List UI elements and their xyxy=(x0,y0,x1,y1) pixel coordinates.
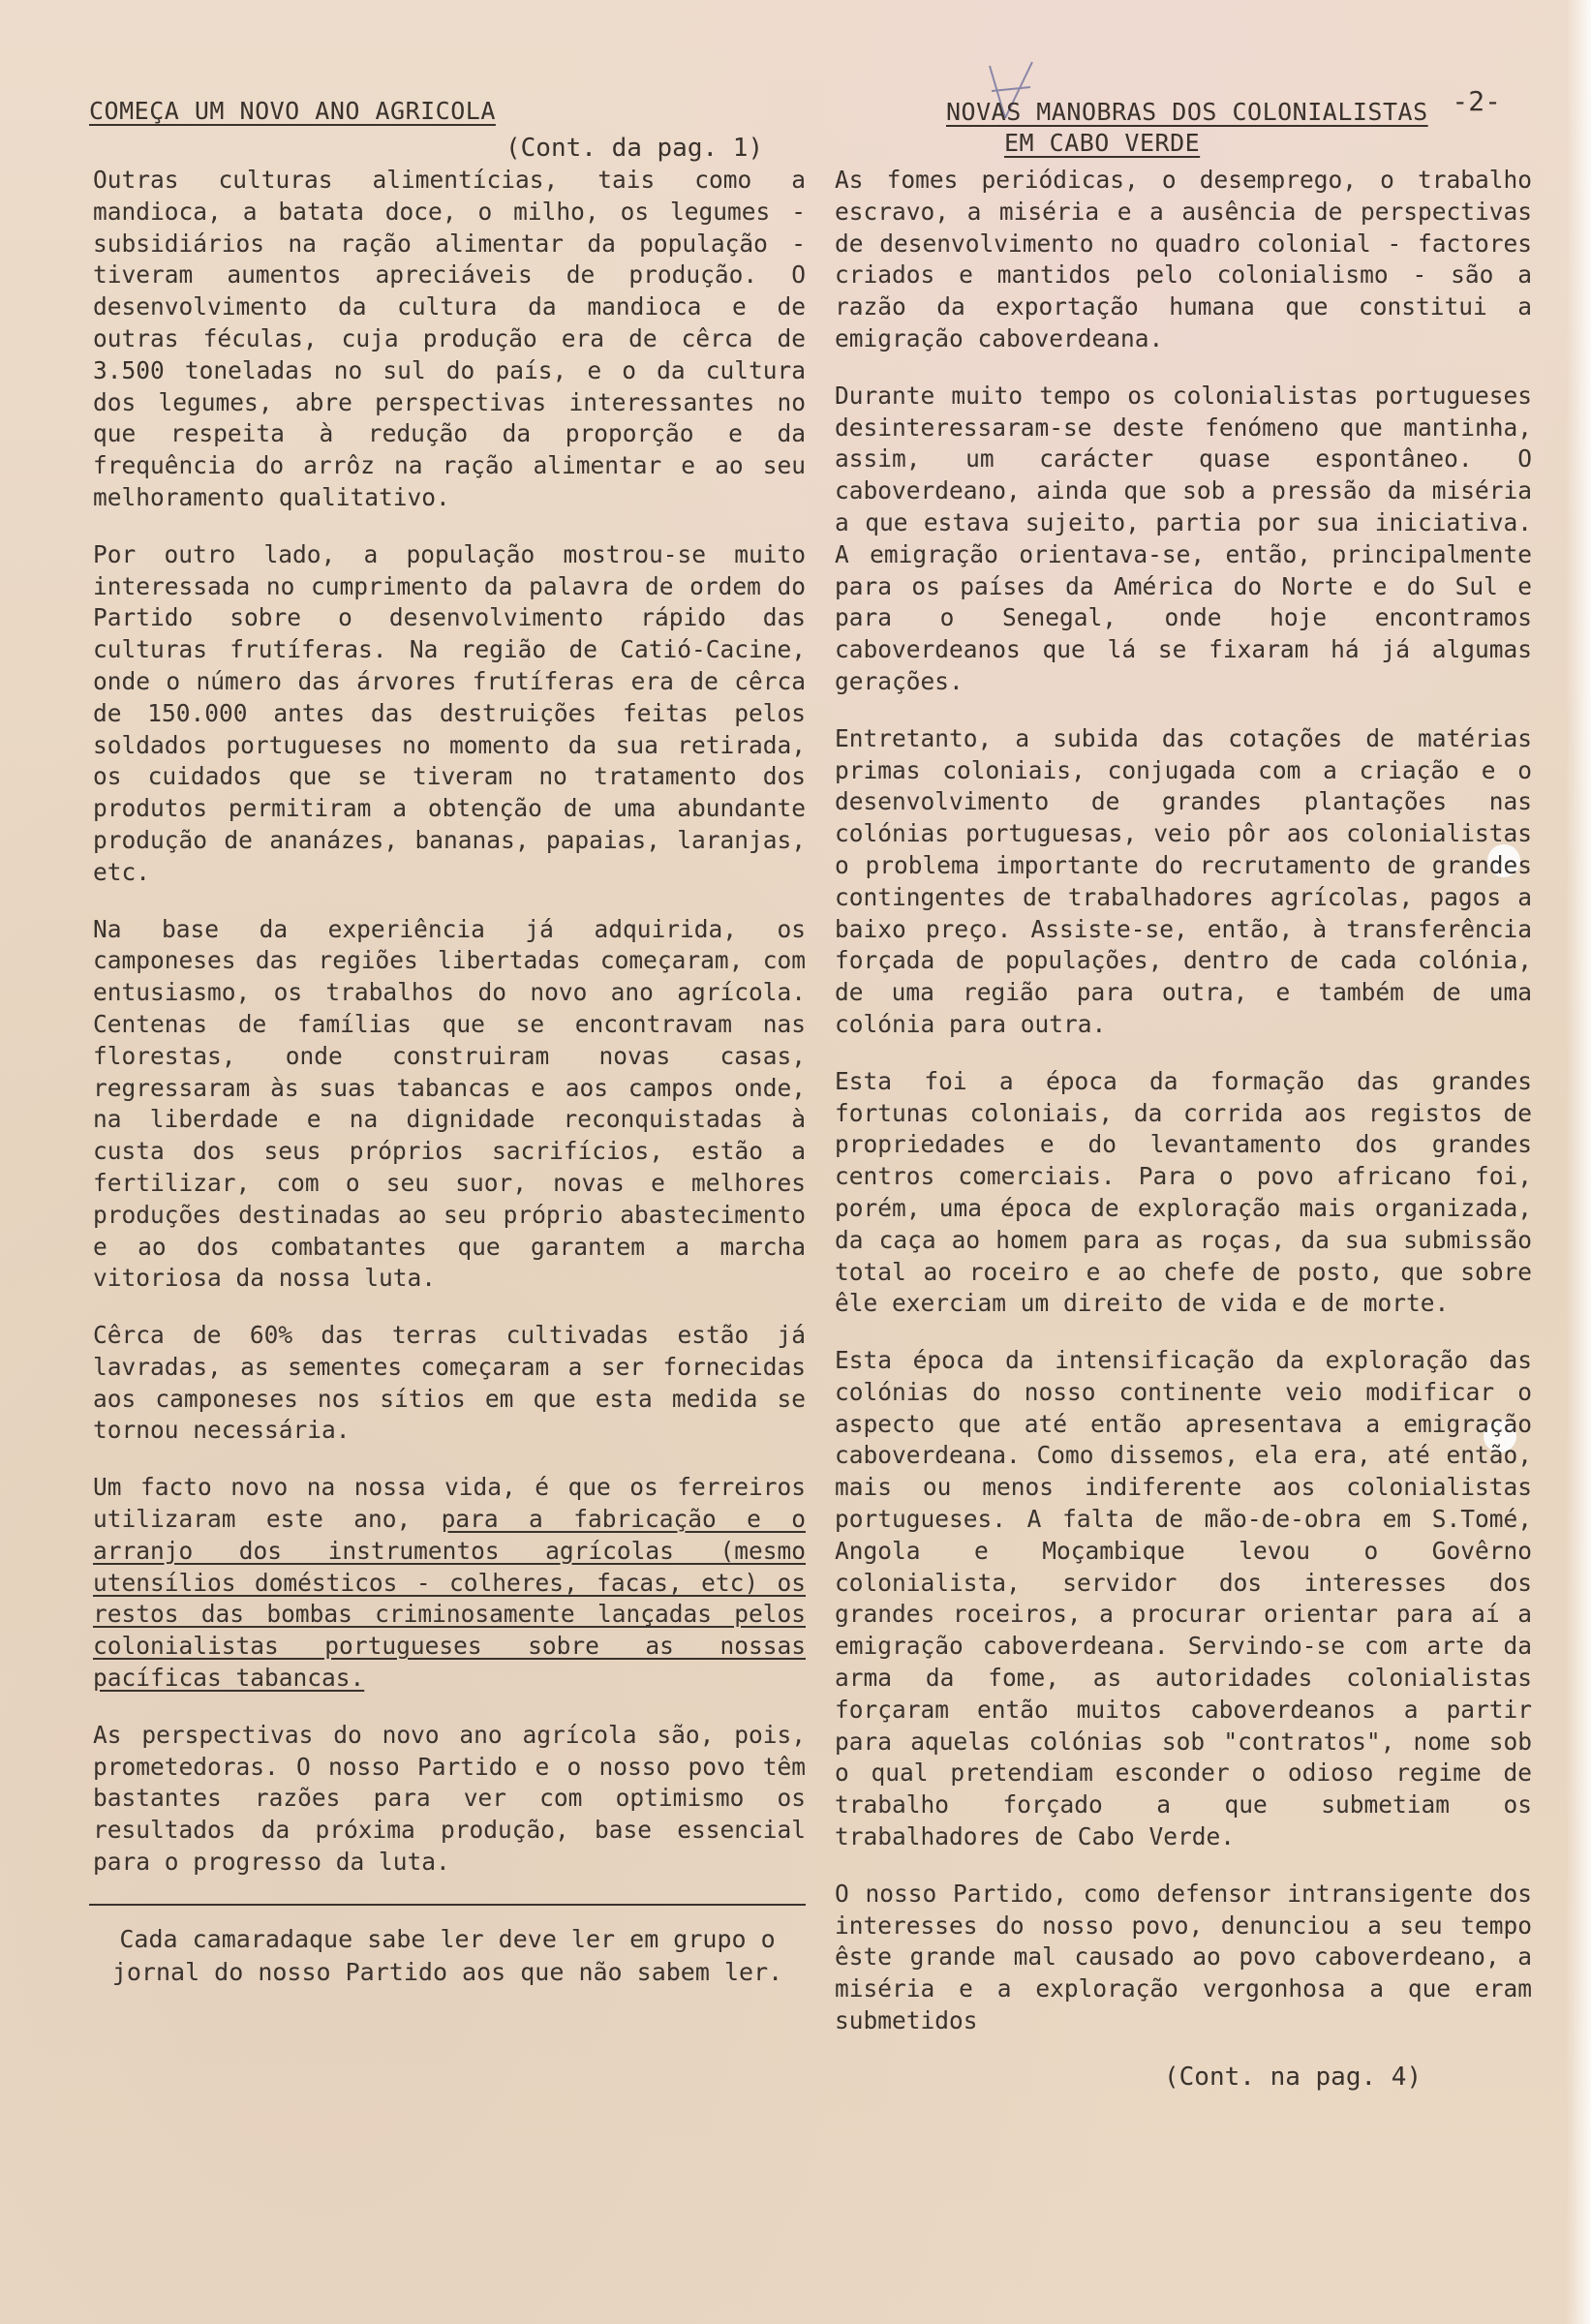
left-paragraph-2: Por outro lado, a população mostrou-se muito interessada no cumprimento da palavra de ordem do Partido sobre o desenvolvimento rápido das culturas frutíferas. Na região de Catió-Cacine, onde o número das árvores frutíferas era de cêrca de 150.000 antes das destruições feitas pelos soldados portugueses no momento da sua retirada, os cuidados que se tiveram no tratamento dos produtos permitiram a obtenção de uma abundante produção de ananázes, bananas, papaias, laranjas, etc. xyxy=(93,539,806,886)
left-article-header xyxy=(89,97,806,165)
right-paragraph-1: As fomes periódicas, o desemprego, o trabalho escravo, a miséria e a ausência de perspectivas de desenvolvimento no quadro colonial - factores criados e mantidos pelo colonialismo - são a razão da exportação humana que constitui a emigração caboverdeana. xyxy=(835,166,1532,352)
left-paragraph-5-highlight: para a fabricação e o arranjo dos instrumentos agrícolas (mesmo utensílios domésticos - colheres, facas, etc) os restos das bombas criminosamente lançadas pelos colonialistas portugueses sobre as nossas pacíficas tabancas. xyxy=(93,1505,806,1693)
right-article-title-line-1: NOVAS MANOBRAS DOS COLONIALISTAS xyxy=(946,98,1428,126)
left-paragraph-1: Outras culturas alimentícias, tais como a mandioca, a batata doce, o milho, os legumes - subsidiários na ração alimentar da população - tiveram aumentos apreciáveis de produção. O desenvolvimento da cultura da mandioca e de outras féculas, cuja produção era de cêrca de 3.500 toneladas no sul do país, e o da cultura dos legumes, abre perspectivas interessantes no que respeita à redução da proporção e da frequência do arrôz na ração alimentar e ao seu melhoramento qualitativo. xyxy=(93,166,806,511)
left-article xyxy=(89,97,806,1989)
continued-to-label: (Cont. na pag. 4) xyxy=(1164,2062,1423,2092)
left-paragraph-4: Cêrca de 60% das terras cultivadas estão já lavradas, as sementes começaram a ser fornecidas aos camponeses nos sítios em que esta medida se tornou necessária. xyxy=(93,1321,806,1445)
reading-call-note: Cada camaradaque sabe ler deve ler em grupo o jornal do nosso Partido aos que não sabem ler. xyxy=(111,1924,783,1986)
left-paragraph-5 xyxy=(89,1472,806,1695)
right-paragraph-3: Entretanto, a subida das cotações de matérias primas coloniais, conjugada com a criação e o desenvolvimento de grandes plantações nas colónias portuguesas, veio pôr aos colonialistas o problema importante do recrutamento de grandes contingentes de trabalhadores agrícolas, pagos a baixo preço. Assiste-se, então, à transferência forçada de populações, dentro de cada colónia, de uma região para outra, e também de uma colónia para outra. xyxy=(835,723,1532,1038)
left-paragraph-6: As perspectivas do novo ano agrícola são, pois, prometedoras. O nosso Partido e o nosso povo têm bastantes razões para ver com optimismo os resultados da próxima produção, base essencial para o progresso da luta. xyxy=(93,1720,806,1877)
right-paragraph-6: O nosso Partido, como defensor intransigente dos interesses do nosso povo, denunciou a seu tempo êste grande mal causado ao povo caboverdeano, a miséria e a exploração vergonhosa a que eram submetidos xyxy=(835,1879,1532,2035)
left-article-title: COMEÇA UM NOVO ANO AGRICOLA xyxy=(89,97,496,125)
right-article-header xyxy=(835,97,1532,165)
left-paragraph-3: Na base da experiência já adquirida, os camponeses das regiões libertadas começaram, com entusiasmo, os trabalhos do novo ano agrícola. Centenas de famílias que se encontravam nas florestas, onde construiram novas casas, regressaram às suas tabancas e aos campos onde, na liberdade e na dignidade reconquistadas à custa dos seus próprios sacrifícios, estão a fertilizar, com o seu suor, novas e melhores produções destinadas ao seu próprio abastecimento e ao dos combatantes que garantem a marcha vitoriosa da nossa luta. xyxy=(93,914,806,1293)
right-article-title-line-2: EM CABO VERDE xyxy=(1004,129,1201,157)
right-article xyxy=(835,85,1532,2092)
page-number: -2- xyxy=(1452,85,1501,117)
right-paragraph-5: Esta época da intensificação da exploração das colónias do nosso continente veio modificar o aspecto que até então apresentava a emigração caboverdeana. Como dissemos, ela era, até então, mais ou menos indiferente aos colonialistas portugueses. A falta de mão-de-obra em S.Tomé, Angola e Moçambique levou o Govêrno colonialista, servidor dos interesses dos grandes roceiros, a procurar orientar para aí a emigração caboverdeana. Servindo-se com arte da arma da fome, as autoridades colonialistas forçaram então muitos caboverdeanos a partir para aquelas colónias sob "contratos", nome sob o qual pretendiam esconder o odioso regime de trabalho forçado a que submetiam os trabalhadores de Cabo Verde. xyxy=(835,1346,1532,1851)
right-paragraph-2: Durante muito tempo os colonialistas portugueses desinteressaram-se deste fenómeno que mantinha, assim, um carácter quase espontâneo. O caboverdeano, ainda que sob a pressão da miséria a que estava sujeito, partia por sua iniciativa. A emigração orientava-se, então, principalmente para os países da América do Norte e do Sul e para o Senegal, onde hoje encontramos caboverdeanos que lá se fixaram há já algumas gerações. xyxy=(835,381,1532,695)
left-paragraph-5-intro: Um facto novo na nossa vida, é que os ferreiros utilizaram este ano, xyxy=(93,1473,806,1534)
right-paragraph-4: Esta foi a época da formação das grandes fortunas coloniais, da corrida aos registos de propriedades e do levantamento dos grandes centros comerciais. Para o povo africano foi, porém, uma época de exploração mais organizada, da caça ao homem para as roças, da sua submissão total ao roceiro e ao chefe de posto, que sobre êle exerciam um direito de vida e de morte. xyxy=(835,1066,1532,1318)
divider-rule xyxy=(89,1904,806,1906)
continued-from-label: (Cont. da pag. 1) xyxy=(505,134,764,163)
